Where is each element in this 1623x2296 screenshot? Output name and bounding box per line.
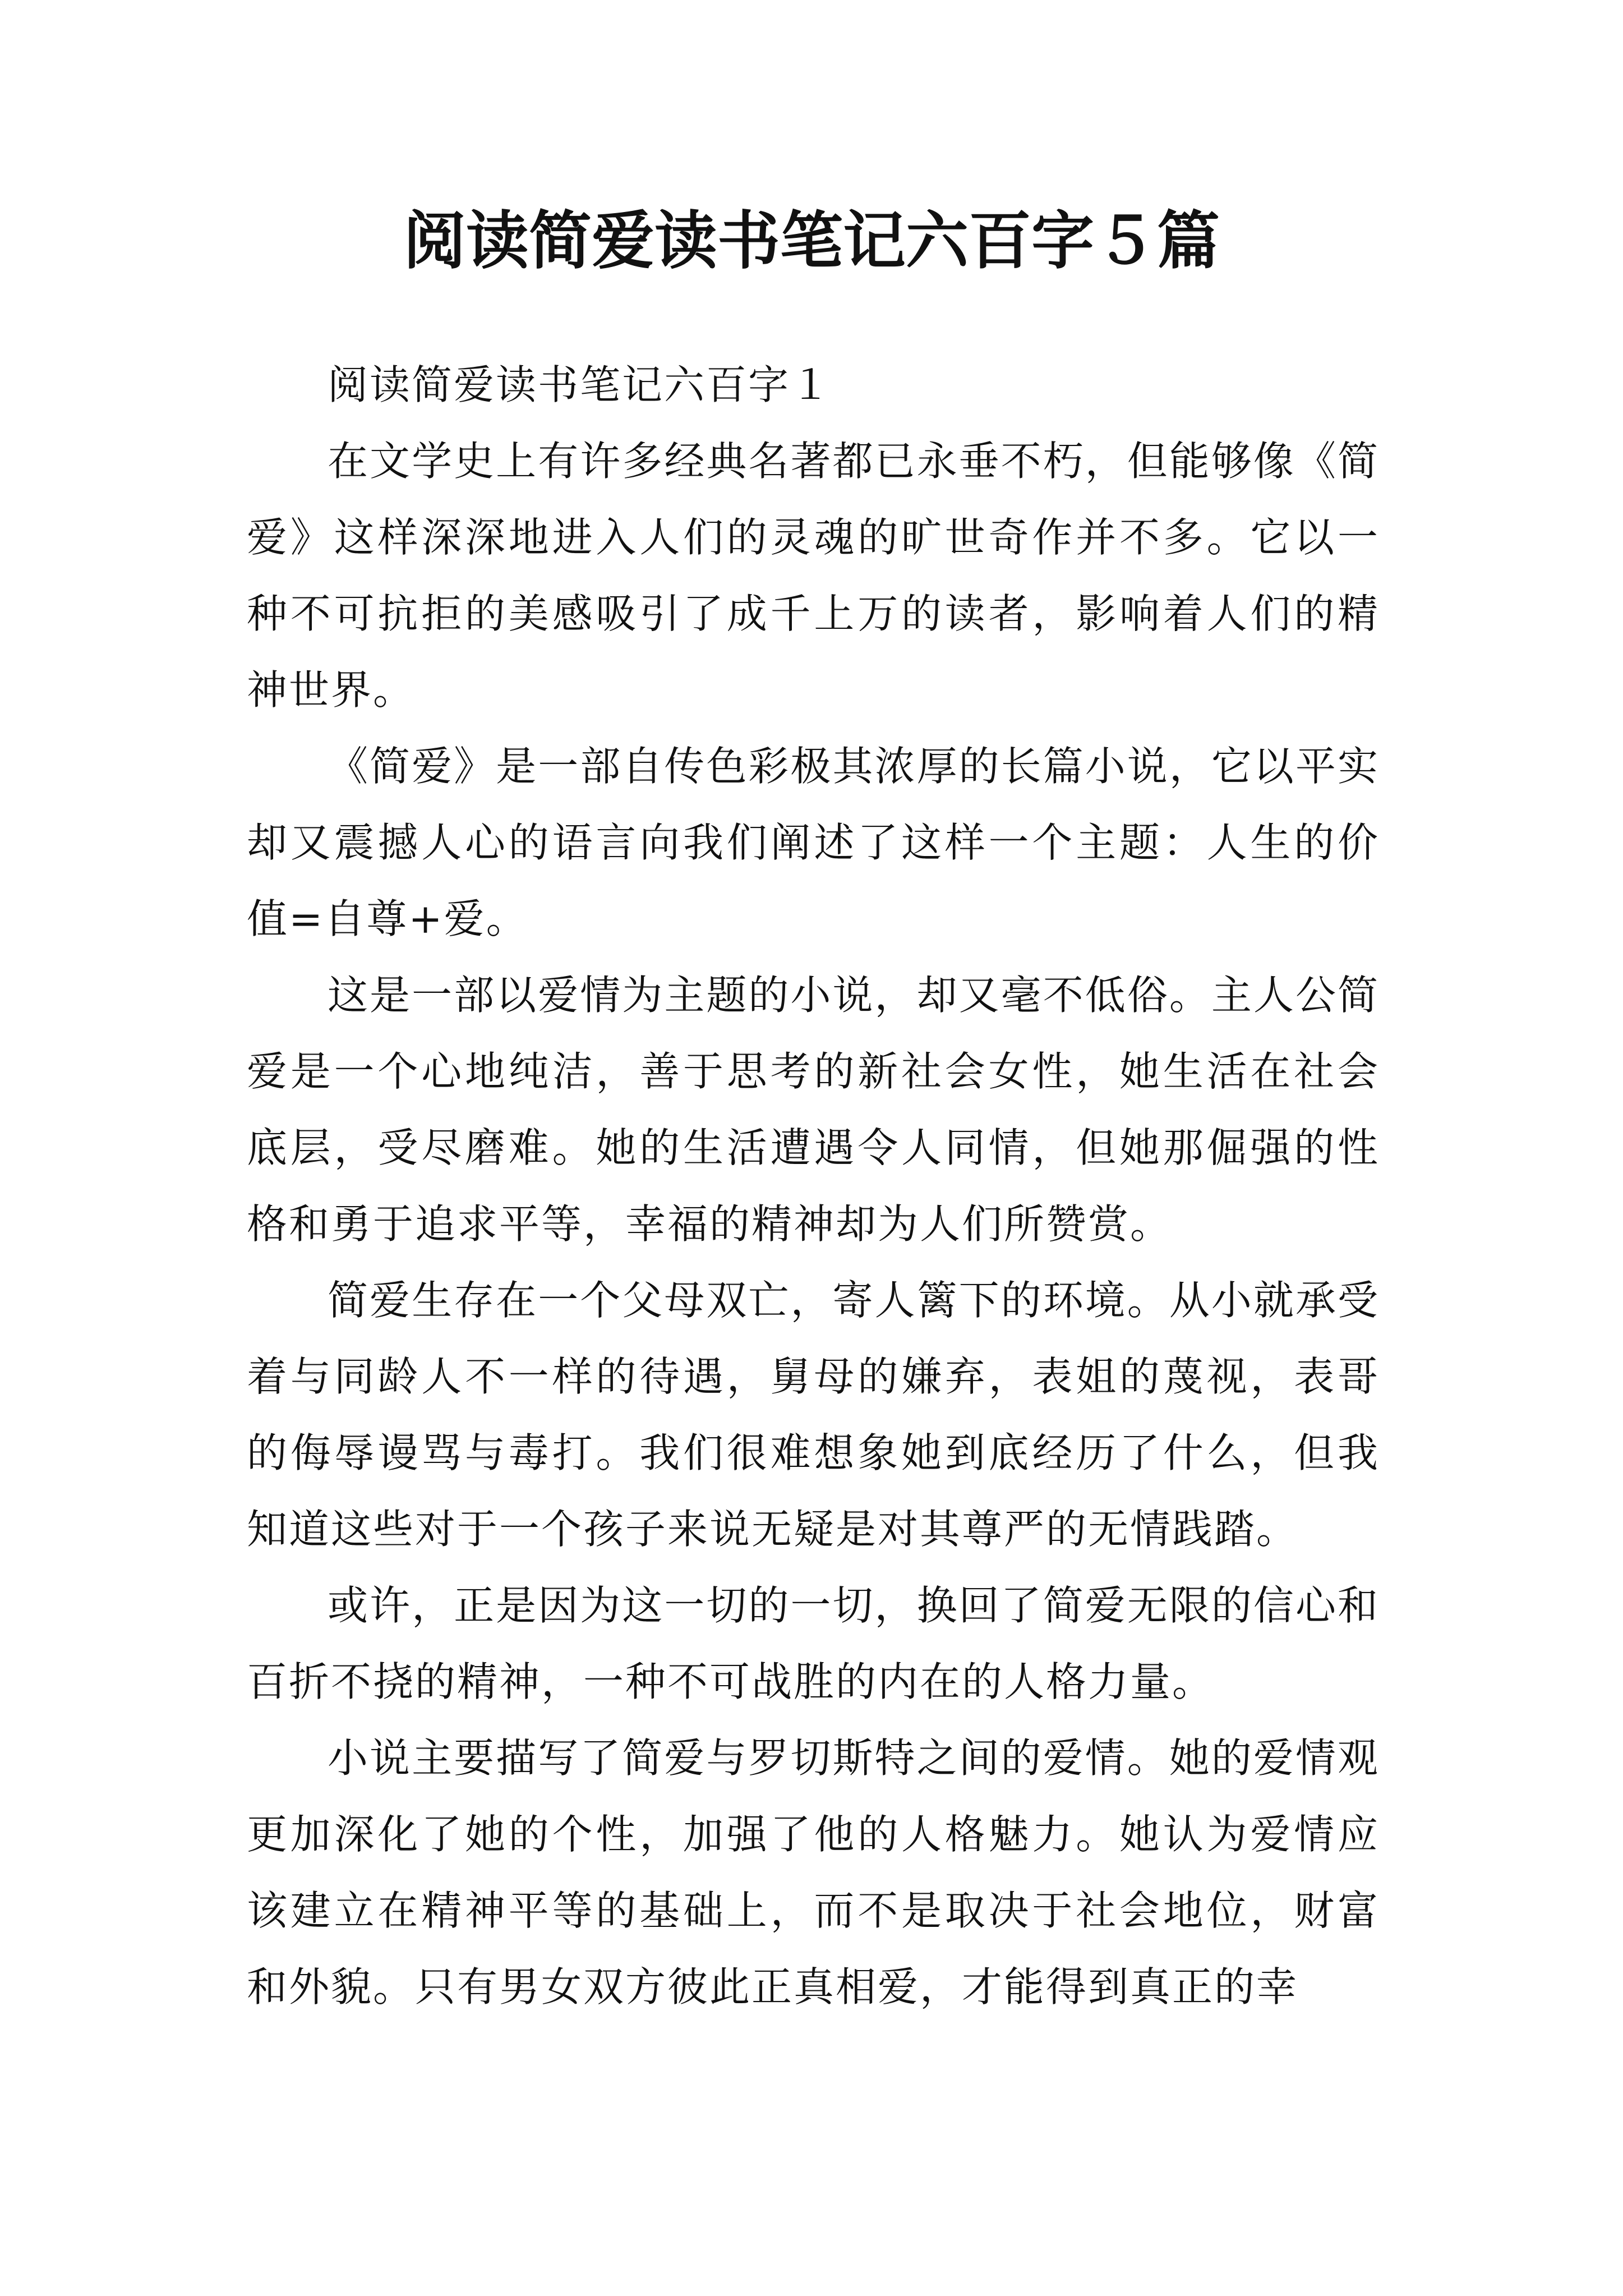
document-title: 阅读简爱读书笔记六百字５篇 bbox=[403, 204, 1220, 278]
paragraph: 《简爱》是一部自传色彩极其浓厚的长篇小说，它以平实却又震撼人心的语言向我们阐述了这样一个主题：人生的价值=自尊+爱。 bbox=[247, 743, 1380, 942]
document-body bbox=[247, 347, 1380, 2025]
section-heading: 阅读简爱读书笔记六百字１ bbox=[328, 361, 833, 408]
paragraph: 在文学史上有许多经典名著都已永垂不朽，但能够像《简爱》这样深深地进入人们的灵魂的旷世奇作并不多。它以一种不可抗拒的美感吸引了成千上万的读者，影响着人们的精神世界。 bbox=[247, 438, 1380, 714]
paragraph: 简爱生存在一个父母双亡，寄人篱下的环境。从小就承受着与同龄人不一样的待遇，舅母的嫌弃，表姐的蔑视，表哥的侮辱谩骂与毒打。我们很难想象她到底经历了什么，但我知道这些对于一个孩子来说无疑是对其尊严的无情践踏。 bbox=[247, 1277, 1380, 1553]
paragraph: 小说主要描写了简爱与罗切斯特之间的爱情。她的爱情观更加深化了她的个性，加强了他的人格魅力。她认为爱情应该建立在精神平等的基础上，而不是取决于社会地位，财富和外貌。只有男女双方彼此正真相爱，才能得到真正的幸 bbox=[247, 1734, 1380, 2010]
paragraph: 或许，正是因为这一切的一切，换回了简爱无限的信心和百折不挠的精神，一种不可战胜的内在的人格力量。 bbox=[247, 1582, 1380, 1705]
paragraph: 这是一部以爱情为主题的小说，却又毫不低俗。主人公简爱是一个心地纯洁，善于思考的新社会女性，她生活在社会底层，受尽磨难。她的生活遭遇令人同情，但她那倔强的性格和勇于追求平等，幸福的精神却为人们所赞赏。 bbox=[247, 972, 1380, 1248]
